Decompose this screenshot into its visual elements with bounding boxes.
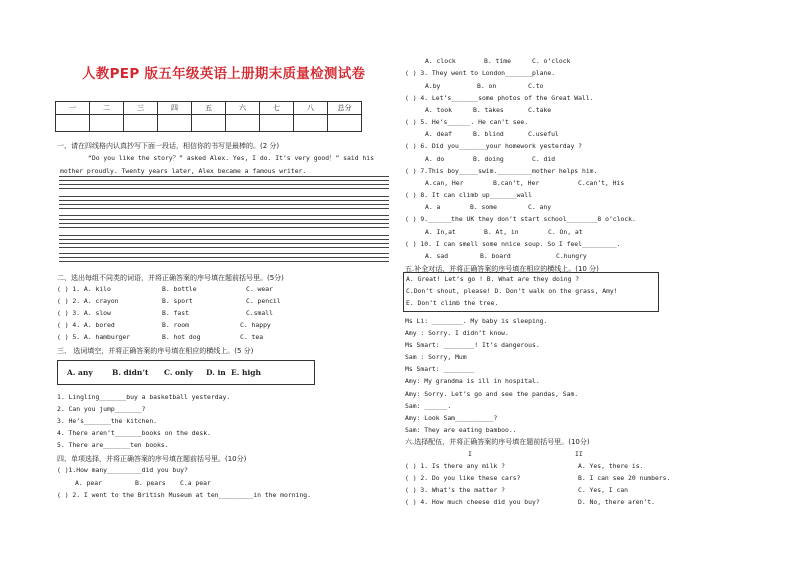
score-header: 三 <box>124 102 158 115</box>
copy-text-line-2: mother proudly. Twenty years later, Alex became a famous writer. <box>60 167 307 175</box>
option: A. deaf <box>425 130 452 138</box>
option: B. bottle <box>162 285 197 293</box>
fill-item: 1. Lingling_______buy a basketball yesterday. <box>57 393 231 401</box>
question: ( ) 3. A. slow <box>57 309 111 317</box>
score-cell[interactable] <box>226 115 260 132</box>
option: A. In,at <box>425 228 456 236</box>
question: ( ) 5. He’s______. He can’t see. <box>405 118 529 126</box>
match-left: ( ) 3. What’s the matter ? <box>405 486 506 494</box>
question: ( ) 3. They went to London_______plane. <box>405 69 556 77</box>
option: A.can, Her <box>425 179 464 187</box>
option: B. blind <box>473 130 504 138</box>
option: A. a <box>425 203 441 211</box>
section-1-heading: 一、请在四线格内认真抄写下面一段话，相信你的书写是最棒的。(2 分) <box>57 142 280 150</box>
option: C.hungry <box>556 252 587 260</box>
score-header: 七 <box>260 102 294 115</box>
score-cell[interactable] <box>192 115 226 132</box>
match-left: ( ) 2. Do you like these cars? <box>405 474 521 482</box>
score-table <box>55 101 362 132</box>
match-left: ( ) 1. Is there any milk ? <box>405 462 506 470</box>
column-header: II <box>575 450 583 458</box>
option: A. took <box>425 106 452 114</box>
dialog-line: Ms Li: ________. My baby is sleeping. <box>405 317 548 325</box>
option: B. fast <box>162 309 189 317</box>
score-header: 八 <box>294 102 328 115</box>
option: A. clock <box>425 57 456 65</box>
option: B. pears <box>135 479 166 487</box>
page-title: 人教PEP 版五年级英语上册期末质量检测试卷 <box>82 66 366 82</box>
fill-item: 4. There aren’t_______books on the desk. <box>57 429 211 437</box>
option: C.small <box>246 309 273 317</box>
option: C.can’t, His <box>578 179 625 187</box>
score-cell[interactable] <box>294 115 328 132</box>
score-cell[interactable] <box>56 115 90 132</box>
word-option: D. in <box>206 368 226 377</box>
dialog-line: Sam : Sorry, Mum <box>405 353 467 361</box>
dialog-line: Sam: They are eating bamboo.. <box>405 426 517 434</box>
option: B.can’t, Her <box>493 179 540 187</box>
word-bank-box <box>57 360 315 385</box>
option: C. pencil <box>246 297 281 305</box>
option: C. o’clock <box>532 57 571 65</box>
dialog-line: Ms Smart: ________! It’s dangerous. <box>405 341 540 349</box>
question: ( ) 6. Did you_______your homework yesterday ? <box>405 142 582 150</box>
dialog-line: Amy: Sorry. Let’s go and see the pandas, Sam. <box>405 390 579 398</box>
option: A. do <box>425 155 445 163</box>
option: C.to <box>528 82 544 90</box>
score-cell[interactable] <box>260 115 294 132</box>
question: ( ) 2. I went to the British Museum at ten_________in the morning. <box>57 491 311 499</box>
dialog-line: Ms Smart: ________ <box>405 365 475 373</box>
word-option: B. didn’t <box>112 368 149 377</box>
option: A. pear <box>75 479 102 487</box>
option: B. At, in <box>484 228 519 236</box>
section-4-heading: 四、单项选择，并将正确答案的序号填在题前括号里。(10分) <box>57 455 247 463</box>
question: ( ) 8. It can climb up_______wall <box>405 191 532 199</box>
question: ( ) 4. Let’s_______some photos of the Great Wall. <box>405 94 594 102</box>
score-header: 总分 <box>328 102 362 115</box>
score-header: 二 <box>90 102 124 115</box>
option: C. tea <box>240 333 264 341</box>
fill-item: 2. Can you jump_______? <box>57 405 146 413</box>
question: ( ) 2. A. crayon <box>57 297 119 305</box>
option: B. takes <box>473 106 504 114</box>
match-right: C. Yes, I can <box>578 486 629 494</box>
option: B. board <box>480 252 511 260</box>
score-cell[interactable] <box>124 115 158 132</box>
option: A.by <box>425 82 441 90</box>
dialog-line: Amy: Look Sam__________? <box>405 414 498 422</box>
score-cell[interactable] <box>90 115 124 132</box>
column-header: I <box>468 450 472 458</box>
section-5-heading: 五.补全对话，并将正确答案的序号填在相应的横线上。(10 分) <box>405 265 599 273</box>
section-6-heading: 六.选择配伍，并将正确答案的序号填在题前括号里。(10分) <box>405 438 590 446</box>
score-header: 六 <box>226 102 260 115</box>
option: B. hot dog <box>162 333 201 341</box>
answer-option: A. Great! Let’s go ! B. What are they doing ? <box>406 275 580 283</box>
score-header: 五 <box>192 102 226 115</box>
dialog-line: Amy : Sorry. I didn’t know. <box>405 329 509 337</box>
option: B. doing <box>473 155 504 163</box>
option: B. on <box>477 82 497 90</box>
section-2-heading: 二、选出每组不同类的词语，并将正确答案的序号填在题前括号里。(5分) <box>57 274 284 282</box>
dialog-line: Sam: ______. <box>405 402 452 410</box>
word-option: C. only <box>164 368 193 377</box>
option: C.useful <box>528 130 559 138</box>
option: C. happy <box>240 321 271 329</box>
answer-option: C.Don’t shout, please! D. Don’t walk on the grass, Amy! <box>406 287 618 295</box>
answer-option: E. Don’t climb the tree. <box>406 299 499 307</box>
answer-options-box <box>403 272 659 312</box>
option: C. any <box>528 203 552 211</box>
option: B. time <box>484 57 511 65</box>
question: ( ) 1. A. kilo <box>57 285 111 293</box>
score-cell[interactable] <box>328 115 362 132</box>
question: ( ) 5. A. hamburger <box>57 333 131 341</box>
question: ( ) 10. I can smell some nnice soup. So I feel_________. <box>405 240 621 248</box>
question: ( ) 9.______the UK they don’t start school________8 o’clock. <box>405 215 636 223</box>
option: B. room <box>162 321 189 329</box>
question: ( )1.How many_________did you buy? <box>57 466 188 474</box>
match-left: ( ) 4. How much cheese did you buy? <box>405 498 540 506</box>
question: ( ) 7.This boy_____swim._________mother helps him. <box>405 167 598 175</box>
match-right: D. No, there aren’t. <box>578 498 655 506</box>
match-right: B. I can see 20 numbers. <box>578 474 671 482</box>
option: A. sad <box>425 252 449 260</box>
score-cell[interactable] <box>158 115 192 132</box>
copy-text-line-1: “Do you like the story？” asked Alex. Yes, I do. It’s very good！” said his <box>88 154 374 162</box>
section-3-heading: 三、 选词填空，并将正确答案的序号填在相应的横线上。(5 分) <box>57 347 254 355</box>
score-header: 一 <box>56 102 90 115</box>
fill-item: 5. There are_______ten books. <box>57 441 169 449</box>
option: B. sport <box>162 297 193 305</box>
option: C. did <box>532 155 556 163</box>
option: C.a pear <box>180 479 211 487</box>
match-right: A. Yes, there is. <box>578 462 644 470</box>
word-option: A. any <box>67 368 93 377</box>
option: C.take <box>528 106 552 114</box>
word-option: E. high <box>231 368 261 377</box>
question: ( ) 4. A. bored <box>57 321 115 329</box>
dialog-line: Amy: My grandma is ill in hospital. <box>405 377 540 385</box>
score-header: 四 <box>158 102 192 115</box>
option: C. wear <box>246 285 273 293</box>
option: C. On, at <box>548 228 583 236</box>
fill-item: 3. He’s_______the kitchen. <box>57 417 158 425</box>
option: B. some <box>470 203 497 211</box>
